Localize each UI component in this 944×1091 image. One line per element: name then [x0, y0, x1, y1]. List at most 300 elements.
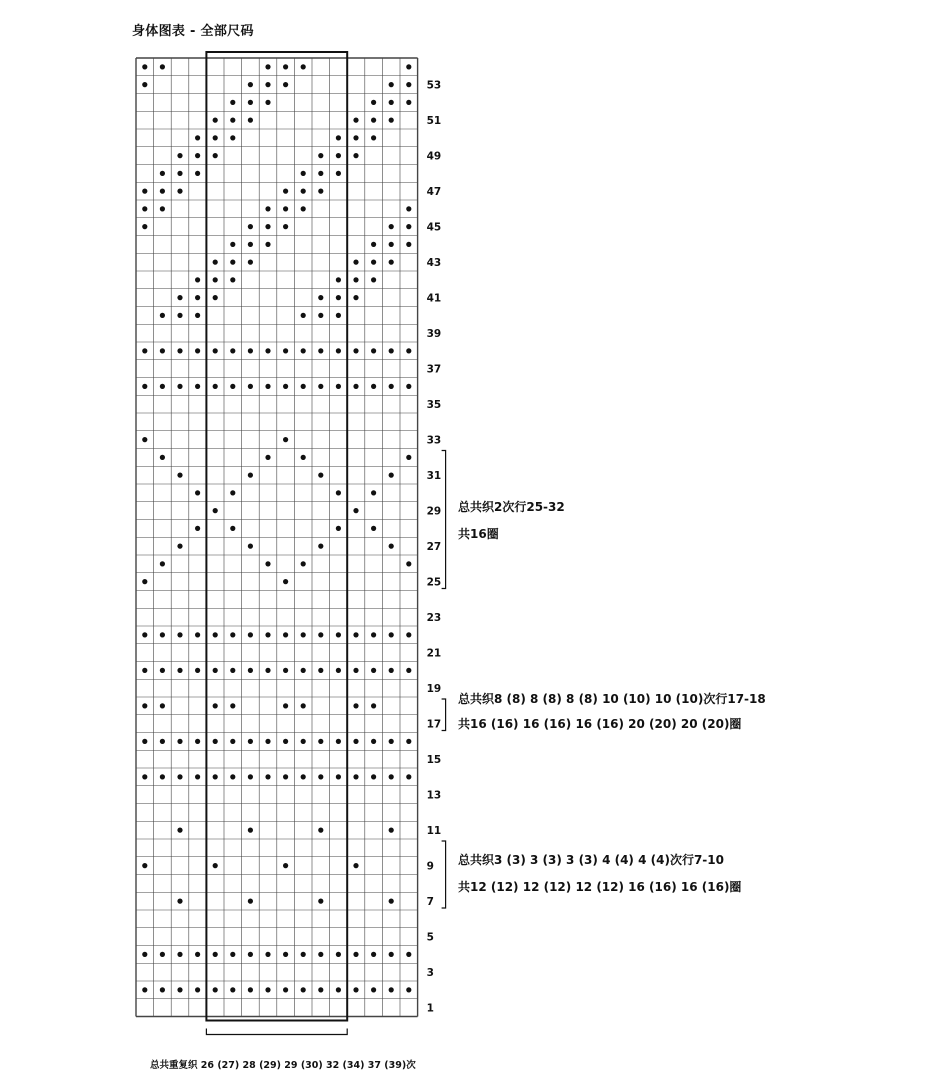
purl-dot	[265, 384, 270, 389]
purl-dot	[336, 171, 341, 176]
purl-dot	[406, 739, 411, 744]
purl-dot	[318, 828, 323, 833]
purl-dot	[177, 952, 182, 957]
purl-dot	[318, 739, 323, 744]
purl-dot	[177, 348, 182, 353]
purl-dot	[283, 703, 288, 708]
purl-dot	[248, 544, 253, 549]
purl-dot	[371, 384, 376, 389]
purl-dot	[248, 828, 253, 833]
purl-dot	[177, 899, 182, 904]
purl-dot	[213, 739, 218, 744]
purl-dot	[213, 508, 218, 513]
purl-dot	[248, 668, 253, 673]
purl-dot	[389, 348, 394, 353]
row-number: 33	[426, 434, 442, 447]
purl-dot	[160, 455, 165, 460]
row-number: 51	[426, 115, 442, 128]
purl-dot	[318, 668, 323, 673]
purl-dot	[389, 242, 394, 247]
purl-dot	[283, 952, 288, 957]
purl-dot	[301, 952, 306, 957]
purl-dot	[406, 774, 411, 779]
row-number: 7	[426, 896, 434, 909]
purl-dot	[177, 544, 182, 549]
purl-dot	[142, 348, 147, 353]
purl-dot	[336, 739, 341, 744]
purl-dot	[406, 987, 411, 992]
purl-dot	[336, 153, 341, 158]
row-number: 11	[426, 825, 442, 838]
purl-dot	[265, 455, 270, 460]
purl-dot	[389, 100, 394, 105]
purl-dot	[406, 561, 411, 566]
purl-dot	[142, 632, 147, 637]
purl-dot	[283, 189, 288, 194]
purl-dot	[389, 952, 394, 957]
purl-dot	[195, 384, 200, 389]
purl-dot	[283, 739, 288, 744]
purl-dot	[371, 774, 376, 779]
purl-dot	[283, 384, 288, 389]
purl-dot	[336, 774, 341, 779]
purl-dot	[371, 277, 376, 282]
purl-dot	[336, 952, 341, 957]
purl-dot	[230, 490, 235, 495]
purl-dot	[353, 118, 358, 123]
purl-dot	[177, 313, 182, 318]
purl-dot	[389, 828, 394, 833]
purl-dot	[195, 277, 200, 282]
purl-dot	[142, 703, 147, 708]
purl-dot	[248, 473, 253, 478]
purl-dot	[353, 348, 358, 353]
purl-dot	[195, 632, 200, 637]
purl-dot	[265, 774, 270, 779]
purl-dot	[160, 171, 165, 176]
purl-dot	[353, 774, 358, 779]
purl-dot	[248, 739, 253, 744]
row-number: 45	[426, 221, 442, 234]
purl-dot	[371, 668, 376, 673]
purl-dot	[142, 952, 147, 957]
purl-dot	[248, 100, 253, 105]
purl-dot	[213, 135, 218, 140]
purl-dot	[406, 668, 411, 673]
purl-dot	[389, 82, 394, 87]
purl-dot	[213, 668, 218, 673]
purl-dot	[336, 668, 341, 673]
purl-dot	[177, 987, 182, 992]
purl-dot	[301, 313, 306, 318]
purl-dot	[213, 295, 218, 300]
purl-dot	[301, 384, 306, 389]
purl-dot	[318, 952, 323, 957]
purl-dot	[283, 987, 288, 992]
purl-dot	[142, 774, 147, 779]
purl-dot	[336, 987, 341, 992]
purl-dot	[353, 863, 358, 868]
purl-dot	[371, 952, 376, 957]
purl-dot	[389, 668, 394, 673]
purl-dot	[142, 189, 147, 194]
purl-dot	[177, 171, 182, 176]
purl-dot	[406, 64, 411, 69]
purl-dot	[230, 987, 235, 992]
purl-dot	[265, 82, 270, 87]
purl-dot	[283, 632, 288, 637]
purl-dot	[230, 632, 235, 637]
purl-dot	[283, 82, 288, 87]
purl-dot	[283, 863, 288, 868]
purl-dot	[213, 348, 218, 353]
purl-dot	[406, 632, 411, 637]
purl-dot	[301, 561, 306, 566]
purl-dot	[371, 987, 376, 992]
purl-dot	[177, 473, 182, 478]
purl-dot	[177, 774, 182, 779]
purl-dot	[353, 508, 358, 513]
purl-dot	[301, 348, 306, 353]
purl-dot	[371, 526, 376, 531]
purl-dot	[248, 118, 253, 123]
purl-dot	[230, 384, 235, 389]
purl-dot	[160, 668, 165, 673]
purl-dot	[160, 64, 165, 69]
purl-dot	[265, 632, 270, 637]
purl-dot	[213, 952, 218, 957]
purl-dot	[213, 987, 218, 992]
row-number: 21	[426, 647, 442, 660]
purl-dot	[301, 703, 306, 708]
purl-dot	[336, 348, 341, 353]
purl-dot	[265, 987, 270, 992]
purl-dot	[265, 348, 270, 353]
purl-dot	[318, 774, 323, 779]
purl-dot	[195, 171, 200, 176]
row-number: 3	[426, 967, 434, 980]
purl-dot	[318, 295, 323, 300]
purl-dot	[301, 64, 306, 69]
purl-dot	[160, 703, 165, 708]
purl-dot	[353, 952, 358, 957]
purl-dot	[389, 632, 394, 637]
purl-dot	[371, 490, 376, 495]
purl-dot	[283, 668, 288, 673]
purl-dot	[230, 348, 235, 353]
purl-dot	[213, 153, 218, 158]
purl-dot	[283, 348, 288, 353]
purl-dot	[301, 206, 306, 211]
purl-dot	[353, 987, 358, 992]
purl-dot	[195, 135, 200, 140]
purl-dot	[301, 171, 306, 176]
purl-dot	[177, 295, 182, 300]
purl-dot	[353, 277, 358, 282]
bracket-rows-7-10	[442, 841, 446, 908]
purl-dot	[283, 579, 288, 584]
purl-dot	[389, 473, 394, 478]
purl-dot	[389, 899, 394, 904]
purl-dot	[406, 952, 411, 957]
purl-dot	[195, 490, 200, 495]
purl-dot	[213, 277, 218, 282]
purl-dot	[318, 384, 323, 389]
note-rows-25-32-line1: 总共织2次行25-32	[458, 500, 565, 514]
purl-dot	[160, 739, 165, 744]
purl-dot	[160, 774, 165, 779]
row-number: 41	[426, 292, 442, 305]
purl-dot	[213, 703, 218, 708]
purl-dot	[265, 242, 270, 247]
row-number: 5	[426, 931, 434, 944]
purl-dot	[336, 295, 341, 300]
purl-dot	[406, 82, 411, 87]
note-rows-7-10-line2: 共12 (12) 12 (12) 12 (12) 16 (16) 16 (16)圈	[458, 880, 742, 894]
purl-dot	[142, 863, 147, 868]
purl-dot	[406, 100, 411, 105]
purl-dot	[230, 774, 235, 779]
purl-dot	[195, 295, 200, 300]
purl-dot	[371, 260, 376, 265]
purl-dot	[213, 632, 218, 637]
purl-dot	[195, 739, 200, 744]
row-number: 9	[426, 860, 434, 873]
purl-dot	[353, 295, 358, 300]
row-number: 49	[426, 150, 442, 163]
purl-dot	[406, 348, 411, 353]
purl-dot	[248, 82, 253, 87]
purl-dot	[248, 224, 253, 229]
purl-dot	[213, 863, 218, 868]
purl-dot	[371, 632, 376, 637]
purl-dot	[195, 313, 200, 318]
purl-dot	[248, 260, 253, 265]
note-rows-25-32-line2: 共16圈	[458, 527, 499, 541]
purl-dot	[265, 100, 270, 105]
purl-dot	[230, 703, 235, 708]
purl-dot	[248, 384, 253, 389]
note-rows-7-10-line1: 总共织3 (3) 3 (3) 3 (3) 4 (4) 4 (4)次行7-10	[458, 853, 724, 867]
purl-dot	[230, 739, 235, 744]
purl-dot	[389, 739, 394, 744]
purl-dot	[406, 384, 411, 389]
purl-dot	[230, 135, 235, 140]
row-number: 27	[426, 541, 442, 554]
row-number: 39	[426, 328, 442, 341]
purl-dot	[213, 774, 218, 779]
row-number: 13	[426, 789, 442, 802]
purl-dot	[336, 313, 341, 318]
purl-dot	[353, 384, 358, 389]
purl-dot	[353, 260, 358, 265]
purl-dot	[301, 455, 306, 460]
purl-dot	[301, 774, 306, 779]
purl-dot	[195, 526, 200, 531]
purl-dot	[318, 153, 323, 158]
purl-dot	[371, 703, 376, 708]
bracket-repeat	[206, 1029, 347, 1035]
purl-dot	[177, 153, 182, 158]
row-number: 29	[426, 505, 442, 518]
purl-dot	[142, 82, 147, 87]
purl-dot	[371, 135, 376, 140]
purl-dot	[353, 703, 358, 708]
purl-dot	[353, 668, 358, 673]
purl-dot	[195, 987, 200, 992]
bracket-rows-17-18	[442, 699, 446, 731]
purl-dot	[160, 313, 165, 318]
purl-dot	[318, 313, 323, 318]
purl-dot	[248, 242, 253, 247]
purl-dot	[230, 668, 235, 673]
row-number: 1	[426, 1002, 434, 1015]
purl-dot	[371, 118, 376, 123]
purl-dot	[406, 455, 411, 460]
purl-dot	[406, 224, 411, 229]
row-number: 23	[426, 612, 442, 625]
purl-dot	[389, 774, 394, 779]
note-rows-17-18-line1: 总共织8 (8) 8 (8) 8 (8) 10 (10) 10 (10)次行17-18	[458, 692, 766, 706]
purl-dot	[318, 189, 323, 194]
purl-dot	[283, 206, 288, 211]
purl-dot	[371, 739, 376, 744]
purl-dot	[336, 384, 341, 389]
note-rows-17-18-line2: 共16 (16) 16 (16) 16 (16) 20 (20) 20 (20)圈	[458, 717, 742, 731]
purl-dot	[283, 64, 288, 69]
purl-dot	[177, 828, 182, 833]
row-number: 53	[426, 79, 442, 92]
repeat-note: 总共重复织 26 (27) 28 (29) 29 (30) 32 (34) 37 (39)次	[150, 1060, 416, 1071]
purl-dot	[248, 348, 253, 353]
purl-dot	[213, 384, 218, 389]
purl-dot	[142, 739, 147, 744]
purl-dot	[318, 171, 323, 176]
purl-dot	[160, 632, 165, 637]
purl-dot	[160, 206, 165, 211]
purl-dot	[265, 64, 270, 69]
purl-dot	[230, 100, 235, 105]
row-number: 15	[426, 754, 442, 767]
bracket-rows-25-32	[442, 451, 446, 589]
purl-dot	[318, 632, 323, 637]
purl-dot	[389, 260, 394, 265]
purl-dot	[283, 224, 288, 229]
purl-dot	[160, 348, 165, 353]
purl-dot	[301, 189, 306, 194]
purl-dot	[195, 153, 200, 158]
purl-dot	[301, 632, 306, 637]
page-title: 身体图表 - 全部尺码	[132, 24, 254, 39]
purl-dot	[142, 384, 147, 389]
purl-dot	[353, 632, 358, 637]
purl-dot	[265, 206, 270, 211]
purl-dot	[160, 561, 165, 566]
purl-dot	[265, 224, 270, 229]
row-number: 47	[426, 186, 442, 199]
purl-dot	[160, 384, 165, 389]
purl-dot	[142, 206, 147, 211]
purl-dot	[389, 224, 394, 229]
purl-dot	[230, 526, 235, 531]
purl-dot	[353, 153, 358, 158]
purl-dot	[265, 952, 270, 957]
purl-dot	[213, 118, 218, 123]
purl-dot	[195, 952, 200, 957]
purl-dot	[336, 277, 341, 282]
purl-dot	[265, 739, 270, 744]
purl-dot	[336, 526, 341, 531]
row-number: 17	[426, 718, 442, 731]
purl-dot	[406, 242, 411, 247]
purl-dot	[336, 490, 341, 495]
purl-dot	[177, 384, 182, 389]
purl-dot	[230, 118, 235, 123]
purl-dot	[230, 277, 235, 282]
purl-dot	[248, 632, 253, 637]
purl-dot	[195, 774, 200, 779]
purl-dot	[195, 348, 200, 353]
row-number: 37	[426, 363, 442, 376]
purl-dot	[353, 135, 358, 140]
purl-dot	[142, 437, 147, 442]
purl-dot	[389, 544, 394, 549]
purl-dot	[406, 206, 411, 211]
purl-dot	[195, 668, 200, 673]
purl-dot	[177, 668, 182, 673]
purl-dot	[213, 260, 218, 265]
purl-dot	[301, 739, 306, 744]
purl-dot	[142, 64, 147, 69]
purl-dot	[230, 952, 235, 957]
purl-dot	[248, 899, 253, 904]
purl-dot	[283, 774, 288, 779]
purl-dot	[318, 473, 323, 478]
row-number: 19	[426, 683, 442, 696]
purl-dot	[265, 668, 270, 673]
purl-dot	[177, 739, 182, 744]
purl-dot	[230, 260, 235, 265]
purl-dot	[265, 561, 270, 566]
purl-dot	[248, 987, 253, 992]
row-number: 31	[426, 470, 442, 483]
purl-dot	[318, 348, 323, 353]
purl-dot	[371, 348, 376, 353]
purl-dot	[230, 242, 235, 247]
purl-dot	[371, 242, 376, 247]
purl-dot	[301, 668, 306, 673]
purl-dot	[177, 189, 182, 194]
purl-dot	[336, 135, 341, 140]
purl-dot	[389, 987, 394, 992]
row-number: 43	[426, 257, 442, 270]
purl-dot	[389, 384, 394, 389]
purl-dot	[177, 632, 182, 637]
purl-dot	[301, 987, 306, 992]
purl-dot	[160, 952, 165, 957]
purl-dot	[248, 774, 253, 779]
row-number: 25	[426, 576, 442, 589]
row-number: 35	[426, 399, 442, 412]
purl-dot	[318, 987, 323, 992]
purl-dot	[142, 668, 147, 673]
purl-dot	[389, 118, 394, 123]
purl-dot	[336, 632, 341, 637]
purl-dot	[142, 224, 147, 229]
purl-dot	[248, 952, 253, 957]
purl-dot	[160, 189, 165, 194]
purl-dot	[142, 579, 147, 584]
